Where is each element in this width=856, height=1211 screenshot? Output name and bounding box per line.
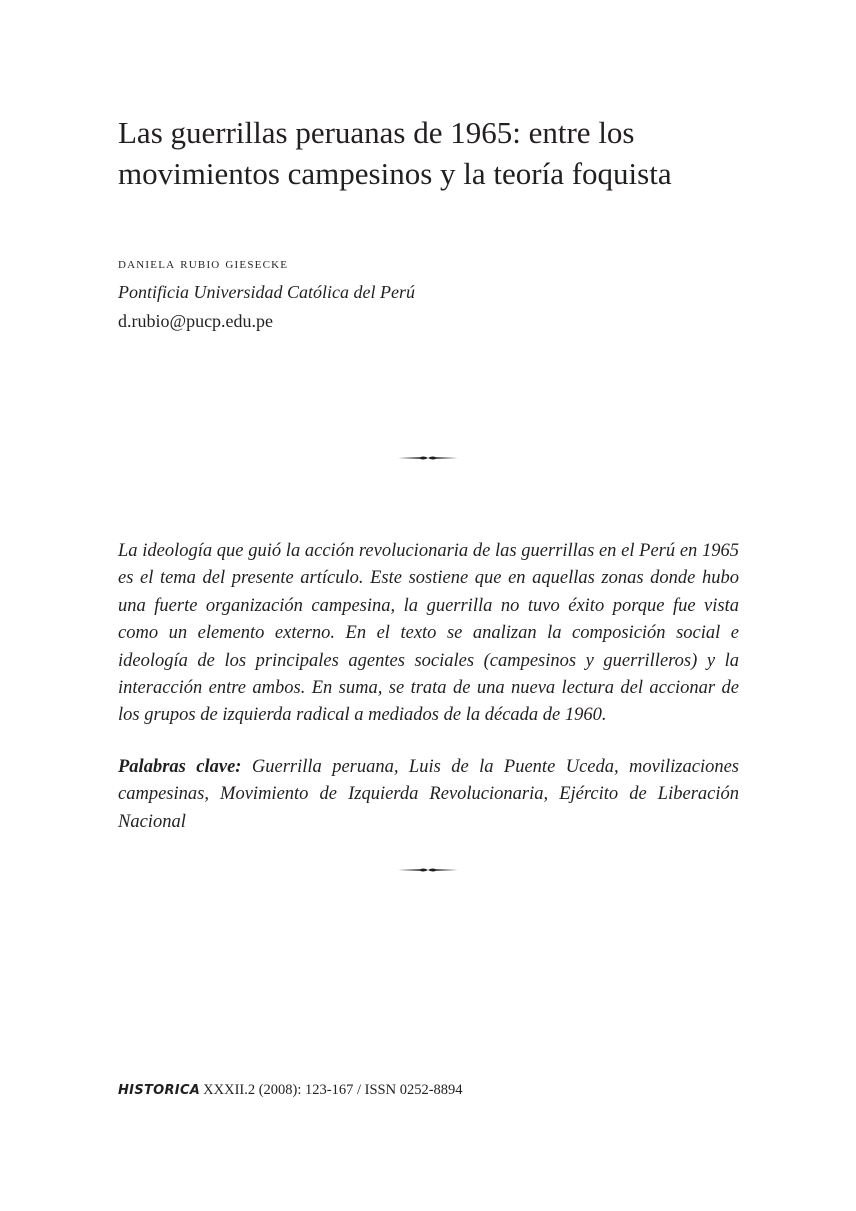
ornament-divider-icon <box>398 866 458 874</box>
author-affiliation: Pontificia Universidad Católica del Perú <box>118 282 415 302</box>
ornament-divider-icon <box>398 454 458 462</box>
journal-footer <box>118 1082 463 1099</box>
abstract-text: La ideología que guió la acción revolucionaria de las guerrillas en el Perú en 1965 es el tema del presente artículo. Este sostiene que en aquellas zonas donde hubo una fuerte organización campesina, la guerrilla no tuvo éxito porque fue vista como un elemento externo. En el texto se analizan la composición social e ideología de los principales agentes sociales (campesinos y guerrilleros) y la interacción entre ambos. En suma, se trata de una nueva lectura del accionar de los grupos de izquierda radical a mediados de la década de 1960. <box>118 541 739 726</box>
title-line-2: movimientos campesinos y la teoría foquista <box>118 156 672 191</box>
journal-logo: HISTORICA <box>118 1083 201 1098</box>
title-line-1: Las guerrillas peruanas de 1965: entre los <box>118 115 635 150</box>
citation-text: XXXII.2 (2008): 123-167 / ISSN 0252-8894 <box>203 1082 463 1098</box>
keywords-text: Guerrilla peruana, Luis de la Puente Uceda, movilizaciones campesinas, Movimiento de Izquierda Revolucionaria, Ejército de Liberación Nacional <box>118 757 739 832</box>
keywords-label: Palabras clave: <box>118 757 242 777</box>
author-email: d.rubio@pucp.edu.pe <box>118 311 274 331</box>
keywords <box>118 754 739 836</box>
article-title <box>118 112 758 194</box>
author-name: daniela rubio giesecke <box>118 256 289 272</box>
